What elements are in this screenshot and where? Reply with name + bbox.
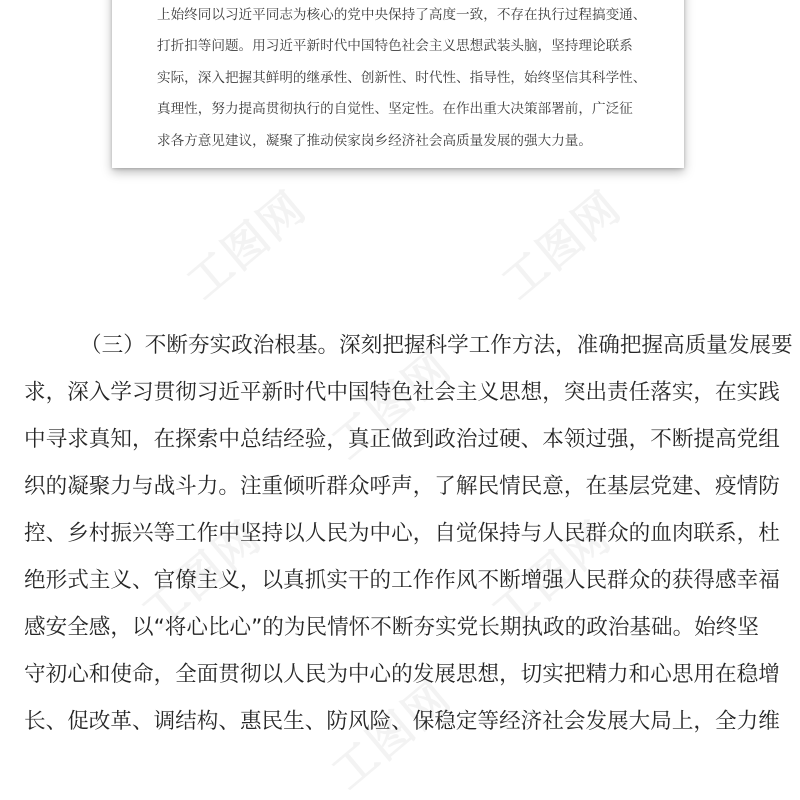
excerpt-line: 求各方意见建议，凝聚了推动侯家岗乡经济社会高质量发展的强大力量。	[157, 132, 592, 149]
watermark: 工图网	[322, 671, 462, 800]
watermark: 工图网	[492, 181, 632, 310]
section-paragraph	[0, 322, 800, 745]
paragraph-line: （三）不断夯实政治根基。深刻把握科学工作方法，准确把握高质量发展要	[80, 333, 793, 358]
excerpt-card	[112, 0, 684, 168]
paragraph-line: 求，深入学习贯彻习近平新时代中国特色社会主义思想，突出责任落实，在实践	[24, 380, 780, 405]
paragraph-line: 守初心和使命，全面贯彻以人民为中心的发展思想，切实把精力和心思用在稳增	[24, 662, 780, 687]
watermark: 工图网	[132, 511, 272, 640]
excerpt-line: 上始终同以习近平同志为核心的党中央保持了高度一致，不存在执行过程搞变通、	[157, 7, 647, 23]
paragraph-line: 织的凝聚力与战斗力。注重倾听群众呼声，了解民情民意，在基层党建、疫情防	[24, 474, 780, 499]
paragraph-line: 控、乡村振兴等工作中坚持以人民为中心，自觉保持与人民群众的血肉联系，杜	[24, 521, 780, 546]
watermark: 工图网	[322, 341, 462, 470]
paragraph-line: 感安全感，以“将心比心”的为民情怀不断夯实党长期执政的政治基础。始终坚	[24, 615, 759, 640]
watermark: 工图网	[482, 511, 622, 640]
watermark: 工图网	[177, 181, 317, 310]
paragraph-line: 绝形式主义、官僚主义，以真抓实干的工作作风不断增强人民群众的获得感幸福	[24, 568, 780, 593]
excerpt-text	[157, 0, 657, 157]
excerpt-line: 实际，深入把握其鲜明的继承性、创新性、时代性、指导性，始终坚信其科学性、	[157, 69, 647, 86]
excerpt-line: 真理性，努力提高贯彻执行的自觉性、坚定性。在作出重大决策部署前，广泛征	[157, 101, 633, 118]
paragraph-line: 中寻求真知，在探索中总结经验，真正做到政治过硬、本领过强，不断提高党组	[24, 427, 780, 452]
excerpt-line: 打折扣等问题。用习近平新时代中国特色社会主义思想武装头脑，坚持理论联系	[157, 38, 633, 55]
paragraph-line: 长、促改革、调结构、惠民生、防风险、保稳定等经济社会发展大局上，全力维	[24, 709, 780, 734]
